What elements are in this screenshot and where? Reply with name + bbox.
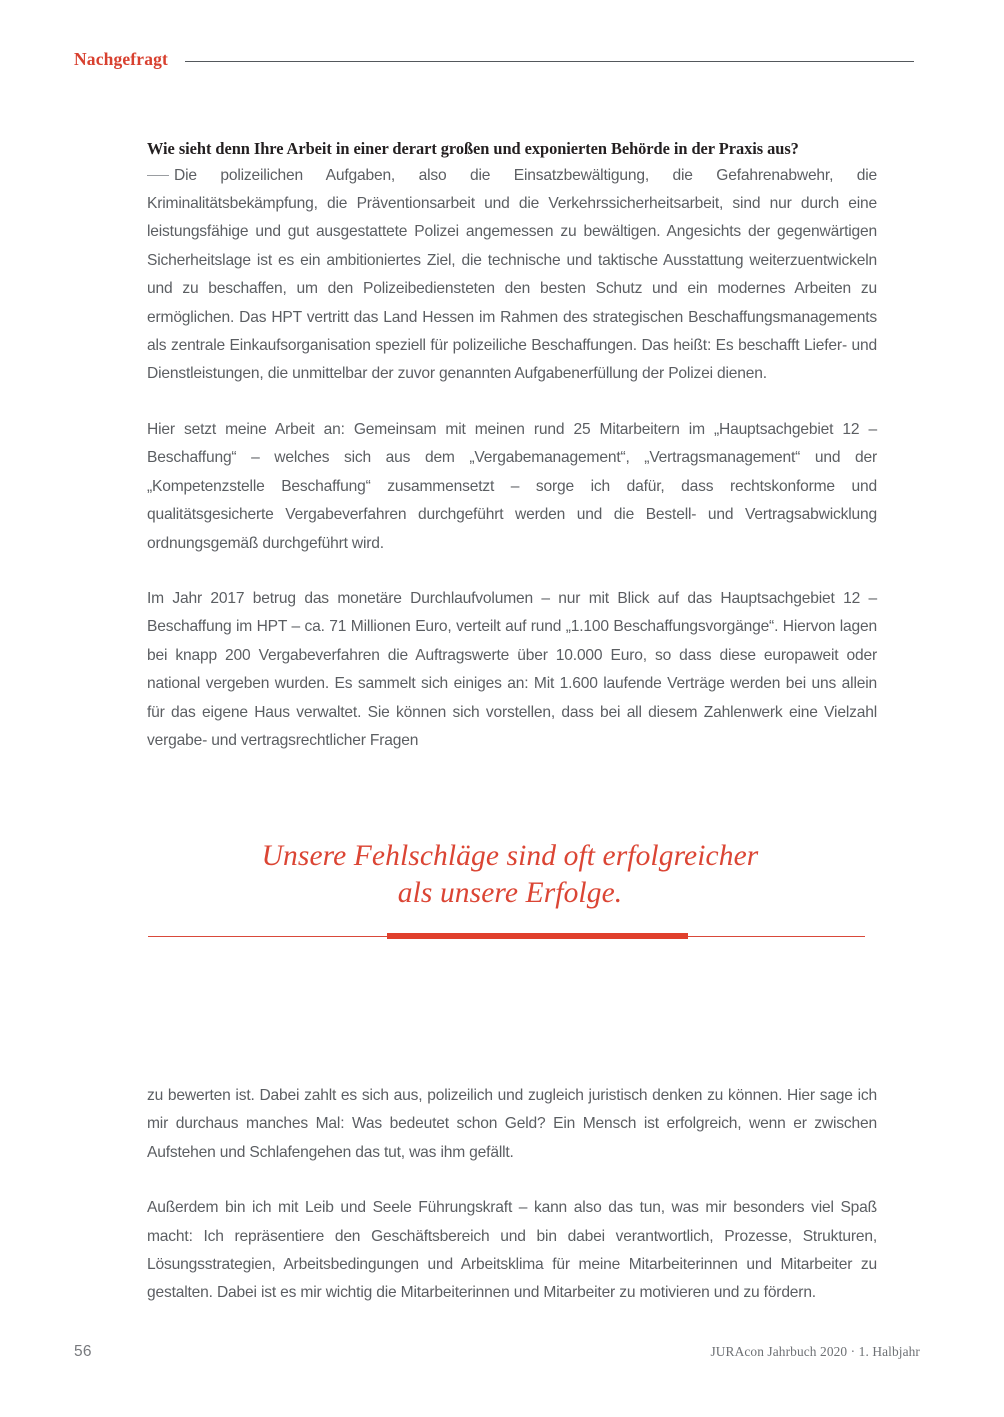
pull-quote [147, 838, 873, 939]
pull-quote-line-1: Unsere Fehlschläge sind oft erfolgreicher [261, 840, 759, 872]
pull-quote-line-2: als unsere Erfolge. [397, 877, 623, 909]
body-paragraph [147, 162, 877, 389]
running-head-rule [185, 61, 914, 62]
interview-question: Wie sieht denn Ihre Arbeit in einer derart großen und exponierten Behörde in der Praxis aus? [147, 139, 799, 158]
running-head-title: Nachgefragt [74, 49, 168, 70]
body-paragraph-text: Die polizeilichen Aufgaben, also die Einsatzbewältigung, die Gefahrenabwehr, die Kriminalitätsbekämpfung, die Präventionsarbeit und die Verkehrssicherheitsarbeit, sind nur durch eine leistungsfähige und gut ausgestattete Polizei angemessen zu bewältigen. Angesichts der gegenwärtigen Sicherheitslage ist es ein ambitioniertes Ziel, die technische und taktische Ausstattung weiterzuentwickeln und zu beschaffen, um den Polizeibediensteten den besten Schutz und ein modernes Arbeiten zu ermöglichen. Das HPT vertritt das Land Hessen im Rahmen des strategischen Beschaffungsmanagements als zentrale Einkaufsorganisation speziell für polizeiliche Beschaffungen. Das heißt: Es beschafft Liefer- und Dienstleistungen, die unmittelbar der zuvor genannten Aufgabenerfüllung der Polizei dienen. [147, 166, 877, 383]
pull-quote-rule-thick [387, 933, 688, 939]
pull-quote-rule [147, 933, 873, 939]
footer-imprint: JURAcon Jahrbuch 2020 · 1. Halbjahr [710, 1344, 920, 1360]
running-head [74, 46, 914, 74]
body-paragraph: Außerdem bin ich mit Leib und Seele Führungskraft – kann also das tun, was mir besonders viel Spaß macht: Ich repräsentiere den Geschäftsbereich und bin dabei verantwortlich, Prozesse, Strukturen, Lösungsstrategien, Arbeitsbedingungen und Arbeitsklima für meine Mitarbeiterinnen und Mitarbeiter zu gestalten. Dabei ist es mir wichtig die Mitarbeiterinnen und Mitarbeiter zu motivieren und zu fördern. [147, 1199, 877, 1302]
lead-dash-icon [147, 175, 169, 176]
upper-text-column [147, 138, 877, 755]
body-paragraph: Hier setzt meine Arbeit an: Gemeinsam mit meinen rund 25 Mitarbeitern im „Hauptsachgebiet 12 – Beschaffung“ – welches sich aus dem „Vergabemanagement“, „Vertragsmanagement“ und der „Kompetenzstelle Beschaffung“ zusammensetzt – sorge ich dafür, dass rechtskonforme und qualitätsgesicherte Vergabeverfahren durchgeführt werden und die Bestell- und Vertragsabwicklung ordnungsgemäß durchgeführt wird. [147, 420, 877, 552]
body-paragraph: zu bewerten ist. Dabei zahlt es sich aus, polizeilich und zugleich juristisch denken zu können. Hier sage ich mir durchaus manches Mal: Was bedeutet schon Geld? Ein Mensch ist erfolgreich, wenn er zwischen Aufstehen und Schlafengehen das tut, was ihm gefällt. [147, 1087, 877, 1161]
page-number: 56 [74, 1343, 92, 1361]
lower-text-column [147, 1082, 877, 1308]
page-footer [74, 1339, 920, 1365]
body-paragraph: Im Jahr 2017 betrug das monetäre Durchlaufvolumen – nur mit Blick auf das Hauptsachgebiet 12 – Beschaffung im HPT – ca. 71 Millionen Euro, verteilt auf rund „1.100 Beschaffungsvorgänge“. Hiervon lagen bei knapp 200 Vergabeverfahren die Auftragswerte über 10.000 Euro, so dass diese europaweit oder national vergeben wurden. Es sammelt sich einiges an: Mit 1.600 laufende Verträge werden bei uns allein für das eigene Haus verwaltet. Sie können sich vorstellen, dass bei all diesem Zahlenwerk eine Vielzahl vergabe- und vertragsrechtlicher Fragen [147, 589, 877, 749]
